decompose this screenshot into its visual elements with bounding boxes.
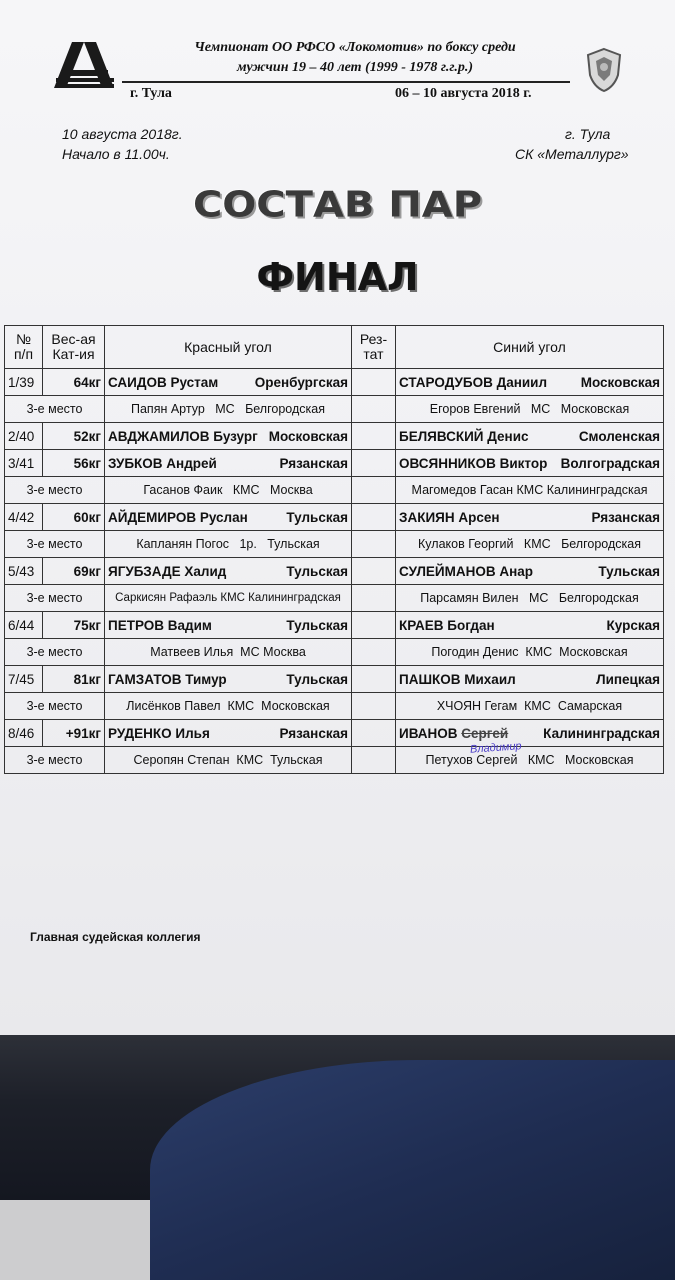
red-third-fighter: Папян Артур МС Белгородская bbox=[131, 402, 325, 416]
blue-fighter: ОВСЯННИКОВ Виктор bbox=[399, 455, 548, 471]
red-region: Тульская bbox=[286, 563, 348, 579]
table-header-row bbox=[5, 326, 664, 369]
blue-third-fighter: Погодин Денис КМС Московская bbox=[431, 645, 628, 659]
header-num: № п/п bbox=[5, 326, 43, 369]
header-dates: 06 – 10 августа 2018 г. bbox=[395, 86, 532, 101]
judges-committee: Главная судейская коллегия bbox=[30, 930, 201, 944]
result-cell bbox=[352, 504, 396, 531]
red-corner bbox=[105, 666, 352, 693]
red-third-fighter: Серопян Степан КМС Тульская bbox=[133, 753, 323, 767]
red-fighter: АЙДЕМИРОВ Руслан bbox=[108, 509, 248, 525]
blue-third-place bbox=[396, 693, 664, 720]
weight-class: 64кг bbox=[43, 369, 105, 396]
handwritten-correction: Владимир bbox=[469, 740, 522, 756]
blue-fighter: СТАРОДУБОВ Даниил bbox=[399, 374, 548, 390]
red-fighter: ЗУБКОВ Андрей bbox=[108, 455, 217, 471]
result-cell bbox=[352, 720, 396, 747]
blue-third-fighter: Магомедов Гасан КМС Калининградская bbox=[411, 483, 648, 497]
result-cell bbox=[352, 585, 396, 612]
weight-class: 52кг bbox=[43, 423, 105, 450]
blue-fighter: ЗАКИЯН Арсен bbox=[399, 509, 500, 525]
blue-region: Рязанская bbox=[591, 509, 660, 525]
blue-corner bbox=[396, 450, 664, 477]
result-cell bbox=[352, 747, 396, 774]
weight-class: +91кг bbox=[43, 720, 105, 747]
championship-title-line2: мужчин 19 – 40 лет (1999 - 1978 г.г.р.) bbox=[236, 60, 474, 75]
red-region: Тульская bbox=[286, 509, 348, 525]
bout-number: 6/44 bbox=[5, 612, 43, 639]
fabric-shape bbox=[150, 1060, 675, 1280]
red-fighter: ЯГУБЗАДЕ Халид bbox=[108, 563, 227, 579]
blue-third-place bbox=[396, 585, 664, 612]
venue: СК «Металлург» bbox=[515, 146, 629, 162]
blue-region: Тульская bbox=[598, 563, 660, 579]
red-third-place bbox=[105, 585, 352, 612]
third-place-row bbox=[5, 585, 664, 612]
bout-number: 7/45 bbox=[5, 666, 43, 693]
blue-third-place bbox=[396, 639, 664, 666]
red-fighter: САИДОВ Рустам bbox=[108, 374, 219, 390]
result-cell bbox=[352, 558, 396, 585]
coat-of-arms-emblem bbox=[580, 45, 628, 93]
blue-third-fighter: Кулаков Георгий КМС Белгородская bbox=[418, 537, 641, 551]
red-corner bbox=[105, 612, 352, 639]
bout-number: 2/40 bbox=[5, 423, 43, 450]
blue-region: Смоленская bbox=[578, 428, 660, 444]
bout-row bbox=[5, 558, 664, 585]
red-region: Московская bbox=[268, 428, 348, 444]
result-cell bbox=[352, 423, 396, 450]
blue-fighter: СУЛЕЙМАНОВ Анар bbox=[399, 563, 534, 579]
championship-title-line1: Чемпионат ОО РФСО «Локомотив» по боксу среди bbox=[194, 40, 516, 55]
blue-corner bbox=[396, 666, 664, 693]
red-fighter: АВДЖАМИЛОВ Бузург bbox=[108, 428, 258, 444]
blue-corner bbox=[396, 612, 664, 639]
bout-row bbox=[5, 666, 664, 693]
bout-number: 1/39 bbox=[5, 369, 43, 396]
bout-row bbox=[5, 720, 664, 747]
red-region: Рязанская bbox=[279, 455, 348, 471]
red-corner bbox=[105, 720, 352, 747]
red-third-place bbox=[105, 747, 352, 774]
header-city: г. Тула bbox=[130, 86, 172, 101]
third-place-row bbox=[5, 639, 664, 666]
red-region: Оренбургская bbox=[254, 374, 348, 390]
event-city: г. Тула bbox=[565, 126, 611, 142]
red-region: Тульская bbox=[286, 617, 348, 633]
pairs-heading: СОСТАВ ПАР bbox=[192, 184, 483, 226]
bout-row bbox=[5, 504, 664, 531]
third-place-label: 3-е место bbox=[5, 531, 105, 558]
bout-number: 5/43 bbox=[5, 558, 43, 585]
bout-row bbox=[5, 450, 664, 477]
red-fighter: ГАМЗАТОВ Тимур bbox=[108, 671, 227, 687]
blue-fighter: БЕЛЯВСКИЙ Денис bbox=[399, 428, 529, 444]
third-place-label: 3-е место bbox=[5, 477, 105, 504]
blue-region: Калининградская bbox=[543, 725, 660, 741]
blue-third-fighter: ХЧОЯН Гегам КМС Самарская bbox=[436, 699, 623, 713]
event-date: 10 августа 2018г. bbox=[62, 126, 183, 142]
bout-number: 4/42 bbox=[5, 504, 43, 531]
red-third-place bbox=[105, 639, 352, 666]
third-place-label: 3-е место bbox=[5, 639, 105, 666]
blue-region: Липецкая bbox=[596, 671, 660, 687]
result-cell bbox=[352, 531, 396, 558]
pairs-table bbox=[4, 325, 664, 774]
red-fighter: РУДЕНКО Илья bbox=[108, 725, 210, 741]
weight-class: 75кг bbox=[43, 612, 105, 639]
red-fighter: ПЕТРОВ Вадим bbox=[108, 617, 212, 633]
third-place-row bbox=[5, 477, 664, 504]
third-place-row bbox=[5, 531, 664, 558]
blue-corner bbox=[396, 369, 664, 396]
result-cell bbox=[352, 396, 396, 423]
blue-fighter: ПАШКОВ Михаил bbox=[399, 671, 516, 687]
result-cell bbox=[352, 369, 396, 396]
red-corner bbox=[105, 558, 352, 585]
blue-third-place bbox=[396, 396, 664, 423]
weight-class: 56кг bbox=[43, 450, 105, 477]
third-place-row bbox=[5, 396, 664, 423]
blue-corner bbox=[396, 720, 664, 747]
result-cell bbox=[352, 693, 396, 720]
bout-number: 3/41 bbox=[5, 450, 43, 477]
blue-fighter: КРАЕВ Богдан bbox=[399, 617, 495, 633]
blue-third-place bbox=[396, 747, 664, 774]
third-place-label: 3-е место bbox=[5, 396, 105, 423]
red-corner bbox=[105, 369, 352, 396]
header-divider bbox=[122, 81, 570, 83]
blue-third-place bbox=[396, 531, 664, 558]
weight-class: 69кг bbox=[43, 558, 105, 585]
red-corner bbox=[105, 450, 352, 477]
bout-row bbox=[5, 369, 664, 396]
weight-class: 60кг bbox=[43, 504, 105, 531]
red-third-fighter: Матвеев Илья МС Москва bbox=[150, 645, 306, 659]
result-cell bbox=[352, 612, 396, 639]
blue-corner bbox=[396, 504, 664, 531]
result-cell bbox=[352, 450, 396, 477]
lokomotiv-logo bbox=[52, 40, 118, 92]
third-place-row bbox=[5, 693, 664, 720]
header-blue-corner: Синий угол bbox=[396, 326, 664, 369]
bout-number: 8/46 bbox=[5, 720, 43, 747]
start-time: Начало в 11.00ч. bbox=[62, 146, 170, 162]
third-place-label: 3-е место bbox=[5, 585, 105, 612]
red-third-place bbox=[105, 396, 352, 423]
weight-class: 81кг bbox=[43, 666, 105, 693]
red-region: Рязанская bbox=[279, 725, 348, 741]
bout-row bbox=[5, 612, 664, 639]
bout-row bbox=[5, 423, 664, 450]
blue-fighter: ИВАНОВ bbox=[399, 725, 458, 741]
red-third-fighter: Саркисян Рафаэль КМС Калининградская bbox=[115, 592, 341, 604]
third-place-label: 3-е место bbox=[5, 747, 105, 774]
red-third-place bbox=[105, 531, 352, 558]
red-third-place bbox=[105, 477, 352, 504]
result-cell bbox=[352, 666, 396, 693]
red-third-place bbox=[105, 693, 352, 720]
blue-third-fighter: Петухов Сергей КМС Московская bbox=[425, 753, 634, 767]
third-place-label: 3-е место bbox=[5, 693, 105, 720]
struck-first-name: Сергей bbox=[461, 725, 509, 741]
red-region: Тульская bbox=[286, 671, 348, 687]
red-third-fighter: Лисёнков Павел КМС Московская bbox=[126, 699, 330, 713]
background-surface bbox=[0, 1035, 675, 1200]
header-result: Рез- тат bbox=[352, 326, 396, 369]
blue-third-fighter: Парсамян Вилен МС Белгородская bbox=[420, 591, 639, 605]
blue-region: Волгоградская bbox=[560, 455, 660, 471]
red-third-fighter: Капланян Погос 1р. Тульская bbox=[136, 537, 320, 551]
final-heading: ФИНАЛ bbox=[256, 255, 419, 299]
blue-region: Курская bbox=[606, 617, 660, 633]
third-place-row bbox=[5, 747, 664, 774]
blue-corner bbox=[396, 558, 664, 585]
blue-region: Московская bbox=[580, 374, 660, 390]
blue-third-fighter: Егоров Евгений МС Московская bbox=[429, 402, 630, 416]
red-corner bbox=[105, 423, 352, 450]
header-red-corner: Красный угол bbox=[105, 326, 352, 369]
blue-third-place bbox=[396, 477, 664, 504]
result-cell bbox=[352, 639, 396, 666]
blue-corner bbox=[396, 423, 664, 450]
result-cell bbox=[352, 477, 396, 504]
red-corner bbox=[105, 504, 352, 531]
header-weight: Вес-ая Кат-ия bbox=[43, 326, 105, 369]
red-third-fighter: Гасанов Фаик КМС Москва bbox=[143, 483, 313, 497]
